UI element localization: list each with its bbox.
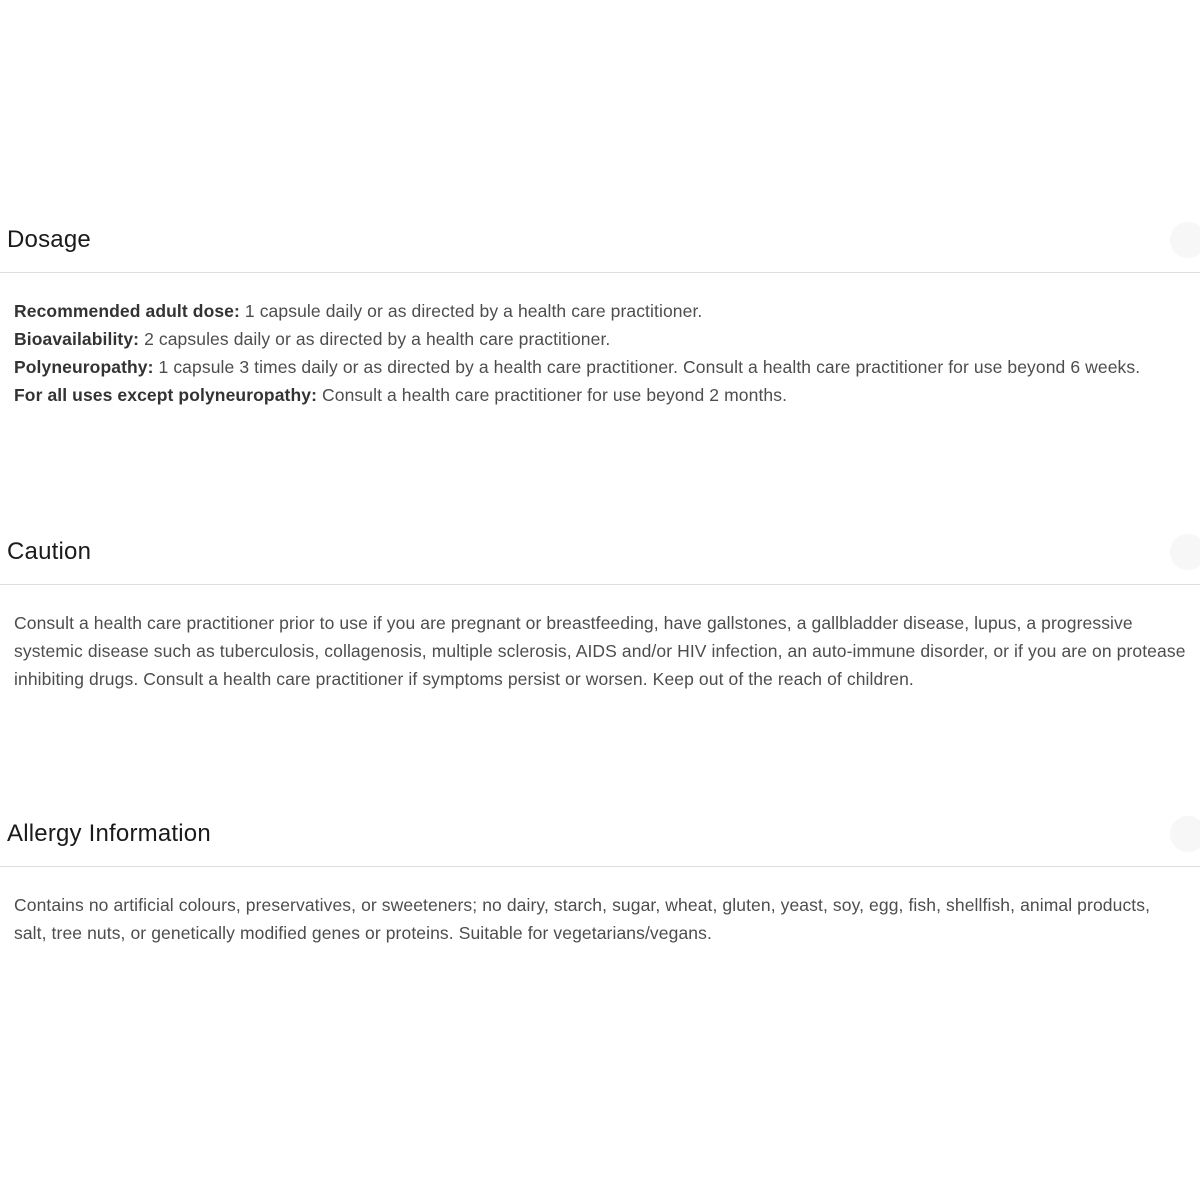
dosage-line <box>14 297 1170 325</box>
dosage-text: 1 capsule 3 times daily or as directed by a health care practitioner. Consult a health care practitioner for use beyond 6 weeks. <box>153 357 1141 377</box>
caution-text: Consult a health care practitioner prior to use if you are pregnant or breastfeeding, have gallstones, a gallbladder disease, lupus, a progressive systemic disease such as tuberculosis, collagenosis, multiple sclerosis, AIDS and/or HIV infection, an auto-immune disorder, or if you are on protease inhibiting drugs. Consult a health care practitioner if symptoms persist or worsen. Keep out of the reach of children. <box>14 613 1186 689</box>
dosage-label: For all uses except polyneuropathy: <box>14 385 318 405</box>
allergy-title: Allergy Information <box>7 820 211 847</box>
caution-content <box>0 585 1200 693</box>
dosage-label: Recommended adult dose: <box>14 301 240 321</box>
dosage-toggle-icon[interactable] <box>1170 222 1200 258</box>
allergy-toggle-icon[interactable] <box>1170 816 1200 852</box>
caution-section <box>0 524 1200 693</box>
dosage-text: 2 capsules daily or as directed by a health care practitioner. <box>139 329 611 349</box>
dosage-line <box>14 325 1170 353</box>
caution-toggle-icon[interactable] <box>1170 534 1200 570</box>
dosage-text: 1 capsule daily or as directed by a health care practitioner. <box>239 301 703 321</box>
caution-title: Caution <box>7 538 92 565</box>
dosage-label: Polyneuropathy: <box>14 357 154 377</box>
allergy-accordion-header[interactable] <box>0 806 1200 867</box>
dosage-content <box>0 273 1200 409</box>
dosage-line <box>14 353 1170 381</box>
allergy-text: Contains no artificial colours, preservatives, or sweeteners; no dairy, starch, sugar, wheat, gluten, yeast, soy, egg, fish, shellfish, animal products, salt, tree nuts, or genetically modified genes or proteins. Suitable for vegetarians/vegans. <box>14 895 1151 943</box>
dosage-label: Bioavailability: <box>14 329 140 349</box>
allergy-section <box>0 806 1200 947</box>
dosage-title: Dosage <box>7 226 91 253</box>
dosage-text: Consult a health care practitioner for use beyond 2 months. <box>317 385 788 405</box>
dosage-accordion-header[interactable] <box>0 212 1200 273</box>
allergy-content <box>0 867 1200 947</box>
caution-accordion-header[interactable] <box>0 524 1200 585</box>
dosage-line <box>14 381 1170 409</box>
dosage-section <box>0 212 1200 409</box>
